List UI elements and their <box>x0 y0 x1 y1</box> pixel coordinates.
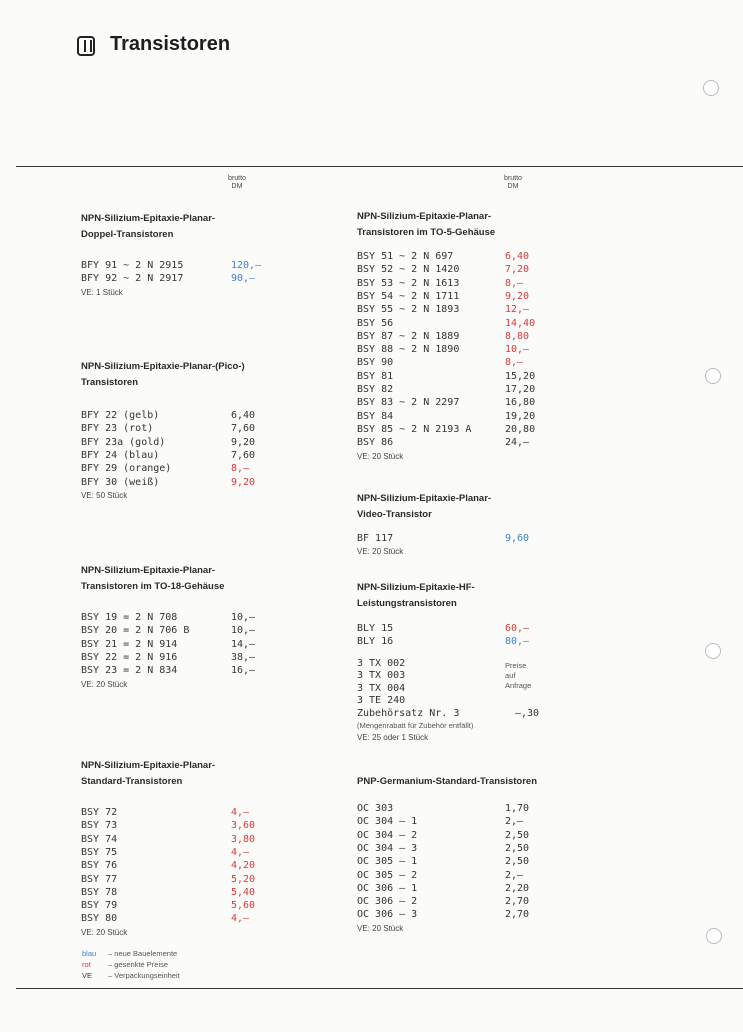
product-price: 6,40 <box>231 410 256 421</box>
product-name: BSY 51 ~ 2 N 697 <box>357 251 454 262</box>
product-price: 4,20 <box>231 860 256 872</box>
product-name: BSY 20 = 2 N 706 B <box>81 625 190 637</box>
product-row <box>81 272 281 285</box>
product-row <box>81 651 281 664</box>
product-row <box>81 886 281 899</box>
product-price: 19,20 <box>505 410 536 422</box>
product-price: 2,50 <box>505 842 530 854</box>
product-row <box>357 330 557 343</box>
product-row: 3 TX 002 <box>357 657 406 669</box>
product-name: BSY 22 = 2 N 916 <box>81 651 178 663</box>
product-price: 10,– <box>231 625 256 637</box>
price-on-request <box>505 661 531 691</box>
product-price: 2,– <box>505 869 524 881</box>
section-heading-line: NPN-Silizium-Epitaxie-Planar-(Pico-) <box>81 361 245 372</box>
product-name: BSY 87 ~ 2 N 1889 <box>357 330 460 342</box>
section-heading-line: NPN-Silizium-Epitaxie-HF- <box>357 582 475 593</box>
product-name: OC 304 – 1 <box>357 816 418 828</box>
accessory-name: Zubehörsatz Nr. 3 <box>357 707 460 719</box>
product-row <box>357 895 557 908</box>
product-name: BSY 83 ~ 2 N 2297 <box>357 397 460 409</box>
product-name: BLY 16 <box>357 636 394 648</box>
product-name: BSY 82 <box>357 384 394 395</box>
product-price: 9,60 <box>505 533 530 544</box>
product-price: 2,70 <box>505 896 530 908</box>
product-row <box>81 638 281 651</box>
product-name: BSY 54 ~ 2 N 1711 <box>357 290 460 302</box>
ve-note: VE: 20 Stück <box>81 927 128 937</box>
product-row <box>81 624 281 637</box>
ve-note: VE: 20 Stück <box>357 923 404 933</box>
product-price: 3,60 <box>231 820 256 832</box>
product-price: 120,– <box>231 260 262 271</box>
product-price: 90,– <box>231 273 256 285</box>
product-row <box>357 356 557 369</box>
product-price: 10,– <box>231 612 256 623</box>
product-row <box>357 396 557 409</box>
product-price: 5,40 <box>231 886 256 898</box>
product-row <box>81 436 281 449</box>
legend-row <box>82 970 180 981</box>
legend-key: VE <box>82 971 93 980</box>
section-heading <box>81 359 245 391</box>
product-name: BSY 23 = 2 N 834 <box>81 665 178 677</box>
product-name: BFY 22 (gelb) <box>81 410 160 421</box>
product-price: 17,20 <box>505 384 536 395</box>
product-price: 20,80 <box>505 423 536 435</box>
product-row <box>357 882 557 895</box>
section-heading-line: NPN-Silizium-Epitaxie-Planar- <box>81 565 216 576</box>
product-name: BSY 79 <box>81 900 118 912</box>
legend-key: blau <box>82 949 97 958</box>
product-row <box>357 250 557 263</box>
section-heading-line: NPN-Silizium-Epitaxie-Planar- <box>81 760 216 771</box>
product-price: 8,80 <box>505 330 530 342</box>
product-price: 2,70 <box>505 909 530 921</box>
product-price: 1,70 <box>505 803 530 814</box>
punch-hole-icon <box>703 80 719 96</box>
product-row <box>81 476 281 489</box>
product-name: BSY 90 <box>357 357 394 369</box>
section-heading <box>81 211 215 243</box>
product-name: BFY 24 (blau) <box>81 449 160 461</box>
product-price: 14,40 <box>505 317 536 329</box>
section-heading-line: Video-Transistor <box>357 509 432 520</box>
legend-text: – Verpackungseinheit <box>108 971 180 980</box>
accessory-row <box>357 707 557 720</box>
product-price: 2,50 <box>505 829 530 841</box>
product-row <box>81 664 281 677</box>
ve-note: VE: 20 Stück <box>357 451 404 461</box>
product-name: BSY 77 <box>81 873 118 885</box>
product-name: BFY 91 ~ 2 N 2915 <box>81 260 184 271</box>
product-name: BSY 80 <box>81 913 118 925</box>
section-heading-line: NPN-Silizium-Epitaxie-Planar- <box>357 493 492 504</box>
section-heading-line: Transistoren im TO-18-Gehäuse <box>81 581 225 592</box>
product-row <box>81 833 281 846</box>
product-price: 80,– <box>505 636 530 648</box>
product-name: BSY 84 <box>357 410 394 422</box>
dm-text: DM <box>231 183 243 190</box>
price-on-request-line: auf <box>505 670 516 680</box>
product-price: 4,– <box>231 913 250 925</box>
product-row <box>357 436 557 449</box>
product-row <box>357 277 557 290</box>
brutto-text: brutto <box>504 175 522 182</box>
product-price: 8,– <box>505 277 524 289</box>
product-price: 16,80 <box>505 397 536 409</box>
ve-note: VE: 25 oder 1 Stück <box>357 732 429 742</box>
ve-note: VE: 20 Stück <box>357 547 404 557</box>
product-price: 9,20 <box>231 476 256 488</box>
product-price: 16,– <box>231 665 256 677</box>
section-heading-line: Leistungstransistoren <box>357 598 457 609</box>
product-name: OC 305 – 1 <box>357 856 418 868</box>
product-name: BSY 81 <box>357 370 394 382</box>
product-row <box>81 806 281 819</box>
brutto-text: brutto <box>228 175 246 182</box>
product-row <box>81 873 281 886</box>
product-row <box>81 449 281 462</box>
product-row <box>357 410 557 423</box>
section-heading <box>81 563 224 595</box>
product-row <box>357 303 557 316</box>
product-name: BSY 53 ~ 2 N 1613 <box>357 277 460 289</box>
bottom-rule <box>16 988 743 989</box>
product-price: 8,– <box>231 463 250 475</box>
section-heading-line: Doppel-Transistoren <box>81 229 174 240</box>
product-name: OC 306 – 3 <box>357 909 418 921</box>
product-price: 5,20 <box>231 873 256 885</box>
product-row <box>357 635 557 648</box>
section-heading-line: NPN-Silizium-Epitaxie-Planar- <box>81 213 216 224</box>
product-price: 7,60 <box>231 423 256 435</box>
ve-note: VE: 50 Stück <box>81 490 128 500</box>
product-price: 6,40 <box>505 251 530 262</box>
accessory-price: –,30 <box>515 707 540 719</box>
section-heading <box>357 491 491 523</box>
product-price: 9,20 <box>231 436 256 448</box>
page-title: Transistoren <box>110 33 231 55</box>
product-price: 9,20 <box>505 290 530 302</box>
section-heading-line: NPN-Silizium-Epitaxie-Planar- <box>357 211 492 222</box>
product-name: BFY 29 (orange) <box>81 463 172 475</box>
product-name: OC 304 – 3 <box>357 842 418 854</box>
punch-hole-icon <box>706 928 722 944</box>
product-row <box>81 859 281 872</box>
product-row <box>357 263 557 276</box>
section-heading-line: Standard-Transistoren <box>81 776 183 787</box>
product-name: BSY 73 <box>81 820 118 832</box>
product-row <box>81 819 281 832</box>
section-heading-line: Transistoren im TO-5-Gehäuse <box>357 227 496 238</box>
product-name: BSY 74 <box>81 833 118 845</box>
product-name: OC 306 – 1 <box>357 882 418 894</box>
product-name: BSY 52 ~ 2 N 1420 <box>357 264 460 276</box>
product-price: 2,20 <box>505 882 530 894</box>
punch-hole-icon <box>705 368 721 384</box>
product-price: 2,– <box>505 816 524 828</box>
product-row <box>357 908 557 921</box>
product-price: 7,20 <box>505 264 530 276</box>
product-row <box>357 622 557 635</box>
product-name: BSY 85 ~ 2 N 2193 A <box>357 423 472 435</box>
product-name: BFY 92 ~ 2 N 2917 <box>81 273 184 285</box>
dm-text: DM <box>507 183 519 190</box>
section-heading <box>357 774 537 790</box>
ve-note: VE: 20 Stück <box>81 679 128 689</box>
product-name: BSY 19 = 2 N 708 <box>81 612 178 623</box>
product-row <box>81 611 281 624</box>
product-price: 10,– <box>505 344 530 356</box>
brutto-label-left <box>222 175 252 191</box>
product-name: BSY 86 <box>357 437 394 449</box>
product-name: OC 305 – 2 <box>357 869 418 881</box>
product-name: BLY 15 <box>357 623 394 634</box>
product-name: BFY 23 (rot) <box>81 423 154 435</box>
product-row <box>357 290 557 303</box>
section-heading <box>81 758 215 790</box>
product-row <box>357 343 557 356</box>
product-price: 4,– <box>231 807 250 818</box>
product-name: OC 306 – 2 <box>357 896 418 908</box>
product-name: BSY 72 <box>81 807 118 818</box>
product-row <box>81 462 281 475</box>
product-price: 3,80 <box>231 833 256 845</box>
product-name: BSY 56 <box>357 317 394 329</box>
product-row <box>357 855 557 868</box>
product-row <box>357 869 557 882</box>
product-row <box>81 422 281 435</box>
product-price: 60,– <box>505 623 530 634</box>
legend-row <box>82 948 180 959</box>
product-row: 3 TX 004 <box>357 682 406 694</box>
product-price: 7,60 <box>231 449 256 461</box>
discount-note: (Mengenrabatt für Zubehör entfällt) <box>357 720 474 730</box>
product-price: 38,– <box>231 651 256 663</box>
product-row <box>357 317 557 330</box>
product-name: BSY 76 <box>81 860 118 872</box>
section-heading <box>357 209 495 241</box>
product-name: BFY 30 (weiß) <box>81 476 160 488</box>
product-row <box>81 409 281 422</box>
legend-key: rot <box>82 960 91 969</box>
product-row <box>81 899 281 912</box>
brutto-label-right <box>498 175 528 191</box>
legend-row <box>82 959 180 970</box>
product-row: 3 TE 240 <box>357 695 406 707</box>
product-price: 15,20 <box>505 370 536 382</box>
section-heading-line: PNP-Germanium-Standard-Transistoren <box>357 776 538 787</box>
top-rule <box>16 166 743 167</box>
product-price: 2,50 <box>505 856 530 868</box>
product-name: BFY 23a (gold) <box>81 436 166 448</box>
product-name: BSY 21 = 2 N 914 <box>81 638 178 650</box>
product-name: OC 303 <box>357 803 394 814</box>
price-on-request-line: Anfrage <box>505 680 532 690</box>
product-price: 14,– <box>231 638 256 650</box>
product-price: 4,– <box>231 846 250 858</box>
legend <box>82 948 180 981</box>
product-name: BSY 78 <box>81 886 118 898</box>
product-row <box>357 815 557 828</box>
punch-hole-icon <box>705 643 721 659</box>
logo-icon <box>77 36 95 56</box>
product-row <box>357 370 557 383</box>
section-heading-line: Transistoren <box>81 377 139 388</box>
legend-text: – neue Bauelemente <box>108 949 178 958</box>
product-row <box>357 383 557 396</box>
product-name: BSY 55 ~ 2 N 1893 <box>357 304 460 316</box>
product-row <box>357 842 557 855</box>
product-name: OC 304 – 2 <box>357 829 418 841</box>
product-name: BSY 75 <box>81 846 118 858</box>
product-row <box>81 912 281 925</box>
product-row <box>357 802 557 815</box>
product-price: 12,– <box>505 304 530 316</box>
product-row <box>357 829 557 842</box>
section-heading <box>357 580 475 612</box>
product-row <box>81 259 281 272</box>
price-on-request-line: Preise <box>505 660 527 670</box>
product-name: BF 117 <box>357 533 394 544</box>
product-price: 8,– <box>505 357 524 369</box>
product-name: BSY 88 ~ 2 N 1890 <box>357 344 460 356</box>
legend-text: – gesenkte Preise <box>108 960 169 969</box>
product-row <box>357 423 557 436</box>
ve-note: VE: 1 Stück <box>81 287 123 297</box>
product-price: 24,– <box>505 437 530 449</box>
product-row <box>81 846 281 859</box>
product-price: 5,60 <box>231 900 256 912</box>
product-row: 3 TX 003 <box>357 670 406 682</box>
product-row <box>357 532 557 545</box>
